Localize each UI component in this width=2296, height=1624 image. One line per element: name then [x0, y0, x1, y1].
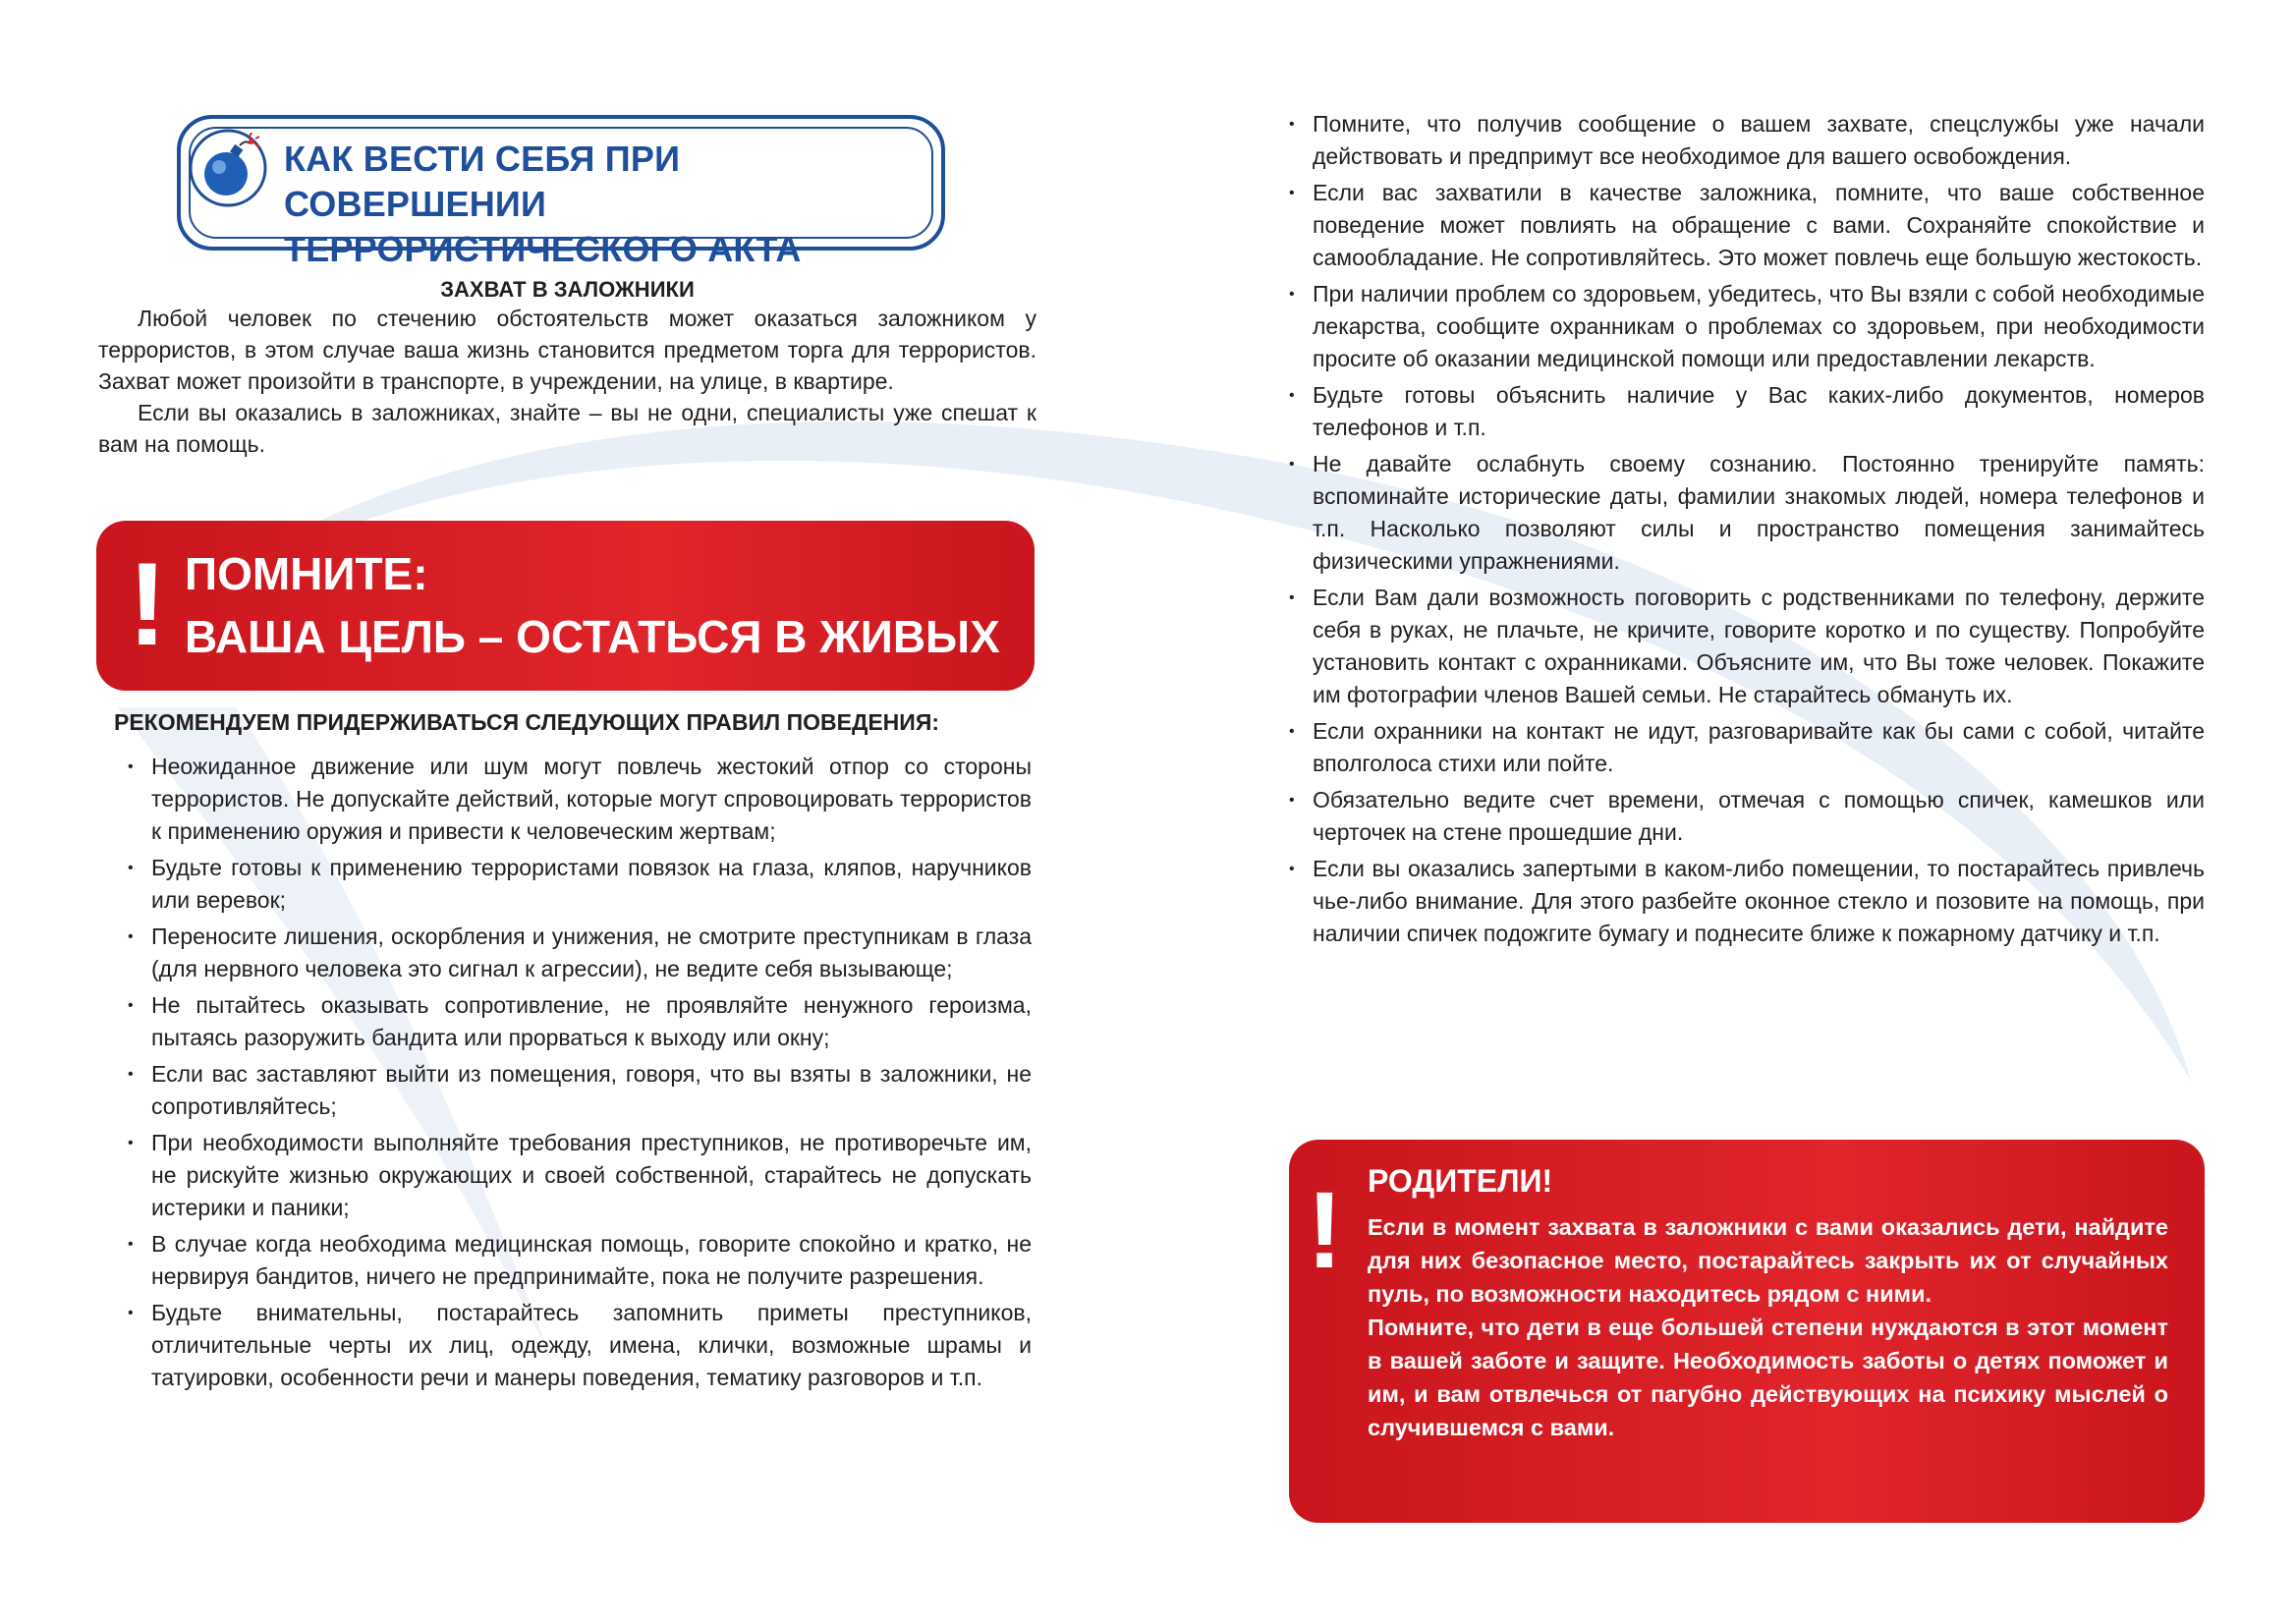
- list-item: • Помните, что получив сообщение о вашем захвате, спецслужбы уже начали действовать и предпримут все необходимое для вашего освобождения.: [1289, 108, 2205, 173]
- recommendations-list: [128, 751, 1032, 1398]
- remember-line-1: ПОМНИТЕ:: [185, 548, 428, 599]
- title-box: [177, 115, 945, 269]
- list-item: • В случае когда необходима медицинская помощь, говорите спокойно и кратко, не нервируя бандитов, ничего не предпринимайте, пока не получите разрешения.: [128, 1228, 1032, 1293]
- section-heading: ЗАХВАТ В ЗАЛОЖНИКИ: [440, 277, 695, 302]
- recommendations-heading: РЕКОМЕНДУЕМ ПРИДЕРЖИВАТЬСЯ СЛЕДУЮЩИХ ПРАВИЛ ПОВЕДЕНИЯ:: [114, 709, 940, 735]
- list-item: • Если охранники на контакт не идут, разговаривайте как бы сами с собой, читайте вполголоса стихи или пойте.: [1289, 715, 2205, 780]
- list-item: • Не давайте ослабнуть своему сознанию. Постоянно тренируйте память: вспоминайте исторические даты, фамилии знакомых людей, номера телефонов и т.п. Насколько позволяют силы и пространство помещения занимайтесь физическими упражнениями.: [1289, 448, 2205, 578]
- list-item: • Будьте готовы к применению террористами повязок на глаза, кляпов, наручников или веревок;: [128, 852, 1032, 917]
- remember-banner: [96, 521, 1035, 691]
- intro-text: [98, 303, 1036, 460]
- exclamation-icon: !: [128, 538, 167, 670]
- list-item: • Если вас заставляют выйти из помещения, говоря, что вы взяты в заложники, не сопротивляйтесь;: [128, 1058, 1032, 1123]
- list-item: • Будьте внимательны, постарайтесь запомнить приметы преступников, отличительные черты их лиц, одежду, имена, клички, возможные шрамы и татуировки, особенности речи и манеры поведения, тематику разговоров и т.п.: [128, 1297, 1032, 1394]
- list-item: • Если вас захватили в качестве заложника, помните, что ваше собственное поведение может повлиять на обращение с вами. Сохраняйте спокойствие и самообладание. Не сопротивляйтесь. Это может повлечь еще большую жестокость.: [1289, 177, 2205, 274]
- exclamation-icon: !: [1307, 1170, 1343, 1291]
- title-line-2: ТЕРРОРИСТИЧЕСКОГО АКТА: [284, 229, 802, 269]
- list-item: • Если вы оказались запертыми в каком-либо помещении, то постарайтесь привлечь чье-либо внимание. Для этого разбейте оконное стекло и позовите на помощь, при наличии спичек подожгите бумагу и поднесите ближе к пожарному датчику и т.п.: [1289, 853, 2205, 950]
- list-item: • Будьте готовы объяснить наличие у Вас каких-либо документов, номеров телефонов и т.п.: [1289, 379, 2205, 444]
- list-item: • Не пытайтесь оказывать сопротивление, не проявляйте ненужного героизма, пытаясь разоружить бандита или прорваться к выходу или окну;: [128, 989, 1032, 1054]
- list-item: • Неожиданное движение или шум могут повлечь жестокий отпор со стороны террористов. Не допускайте действий, которые могут спровоцировать террористов к применению оружия и привести к человеческим жертвам;: [128, 751, 1032, 848]
- list-item: • Если Вам дали возможность поговорить с родственниками по телефону, держите себя в руках, не плачьте, не кричите, говорите коротко и по существу. Попробуйте установить контакт с охранниками. Объясните им, что Вы тоже человек. Покажите им фотографии членов Вашей семьи. Не старайтесь обмануть их.: [1289, 582, 2205, 711]
- parents-box: [1289, 1140, 2205, 1523]
- page-title: [284, 137, 941, 272]
- title-line-1: КАК ВЕСТИ СЕБЯ ПРИ СОВЕРШЕНИИ: [284, 139, 681, 224]
- list-item: • При необходимости выполняйте требования преступников, не противоречьте им, не рискуйте жизнью окружающих и своей собственной, старайтесь не допускать истерики и паники;: [128, 1127, 1032, 1224]
- parents-paragraph: Если в момент захвата в заложники с вами оказались дети, найдите для них безопасное место, постарайтесь закрыть их от случайных пуль, по возможности находитесь рядом с ними.: [1368, 1214, 2168, 1307]
- remember-banner-text: [185, 542, 1000, 668]
- parents-title: РОДИТЕЛИ!: [1368, 1163, 1553, 1199]
- list-item: • При наличии проблем со здоровьем, убедитесь, что Вы взяли с собой необходимые лекарства, сообщите охранникам о проблемах со здоровьем, при необходимости просите об оказании медицинской помощи или предоставлении лекарств.: [1289, 278, 2205, 375]
- parents-text: [1368, 1210, 2168, 1444]
- bomb-icon: [189, 129, 267, 207]
- advice-list: [1289, 108, 2205, 954]
- remember-line-2: ВАША ЦЕЛЬ – ОСТАТЬСЯ В ЖИВЫХ: [185, 611, 1000, 662]
- list-item: • Обязательно ведите счет времени, отмечая с помощью спичек, камешков или черточек на стене прошедшие дни.: [1289, 784, 2205, 849]
- list-item: • Переносите лишения, оскорбления и унижения, не смотрите преступникам в глаза (для нервного человека это сигнал к агрессии), не ведите себя вызывающе;: [128, 921, 1032, 985]
- intro-paragraph: Если вы оказались в заложниках, знайте – вы не одни, специалисты уже спешат к вам на помощь.: [98, 400, 1036, 457]
- intro-paragraph: Любой человек по стечению обстоятельств может оказаться заложником у террористов, в этом случае ваша жизнь становится предметом торга для террористов. Захват может произойти в транспорте, в учреждении, на улице, в квартире.: [98, 306, 1036, 394]
- parents-paragraph: Помните, что дети в еще большей степени нуждаются в этот момент в вашей заботе и защите. Необходимость заботы о детях поможет и им, и вам отвлечься от пагубно действующих на психику мыслей о случившемся с вами.: [1368, 1315, 2168, 1440]
